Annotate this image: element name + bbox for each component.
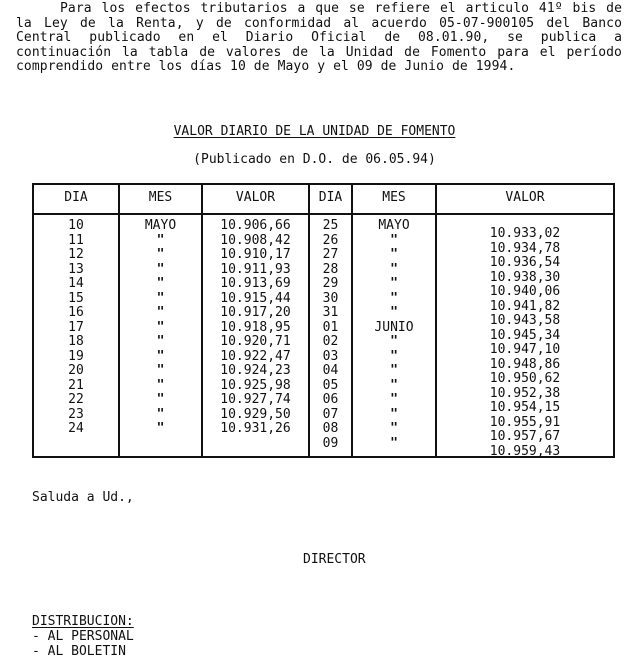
table-cell: 07 <box>322 406 339 422</box>
signature-director: DIRECTOR <box>303 552 366 567</box>
column-mes-left <box>120 185 203 456</box>
table-cell: 10.954,15 <box>489 400 561 415</box>
table-cell: 31 <box>322 305 339 320</box>
table-subtitle: (Publicado en D.O. de 06.05.94) <box>193 152 436 167</box>
table-cell: 26 <box>322 232 339 248</box>
table-cell: 10.938,30 <box>489 269 561 285</box>
table-cell: 10.922,47 <box>220 348 291 364</box>
table-cell: " <box>390 305 398 320</box>
table-cell: 05 <box>322 377 339 393</box>
table-cell: " <box>156 232 165 248</box>
table-cell: " <box>156 305 165 320</box>
table-cell: 17 <box>68 319 84 335</box>
header-valor: VALOR <box>203 185 308 215</box>
table-cell: " <box>390 377 398 393</box>
table-cell: 13 <box>68 261 84 277</box>
table-cell: 10.910,17 <box>220 247 291 262</box>
cells-valor-right <box>437 227 613 459</box>
table-cell: 10.936,54 <box>489 255 561 270</box>
cells-dia-right <box>310 219 351 451</box>
distribution-item: - AL BOLETIN <box>32 644 126 659</box>
table-cell: 10.943,58 <box>489 313 561 328</box>
table-cell: 06 <box>322 392 339 407</box>
table-cell: 10 <box>68 218 84 233</box>
table-cell: 10.927,74 <box>220 392 291 407</box>
distribution-heading: DISTRIBUCION: <box>32 614 134 629</box>
table-cell: 10.941,82 <box>489 298 561 314</box>
table-cell: 24 <box>68 421 84 436</box>
table-cell: 11 <box>68 232 84 248</box>
table-cell: " <box>156 247 165 262</box>
table-cell: " <box>390 247 398 262</box>
table-cell: " <box>390 435 398 451</box>
table-cell: MAYO <box>378 218 410 233</box>
table-cell: 10.915,44 <box>220 290 291 306</box>
cells-valor-left <box>203 219 308 437</box>
distribution-item: - AL PERSONAL <box>32 629 134 644</box>
distribution-list <box>32 614 134 659</box>
table-cell: 18 <box>68 334 84 349</box>
table-cell: 10.952,38 <box>489 385 561 401</box>
table-cell: 10.957,67 <box>489 429 561 444</box>
header-mes: MES <box>353 185 435 215</box>
uf-values-table <box>32 183 615 458</box>
table-cell: 10.920,71 <box>220 334 291 349</box>
table-cell: 10.950,62 <box>489 371 561 386</box>
table-cell: 27 <box>322 247 339 262</box>
table-cell: 14 <box>68 276 84 291</box>
table-cell: 10.945,34 <box>489 327 561 343</box>
table-cell: " <box>390 348 398 364</box>
table-cell: " <box>390 363 398 378</box>
table-cell: " <box>156 348 165 364</box>
table-cell: 10.940,06 <box>489 284 561 299</box>
intro-paragraph: Para los efectos tributarios a que se refiere el articulo 41º bis de la Ley de la Renta, y de conformidad al acuerdo 05-07-900105 del Banco Central publicado en el Diario Oficial de 08.01.90, se publica a continuación la tabla de valores de la Unidad de Fomento para el período comprendido entre los días 10 de Mayo y el 09 de Junio de 1994. <box>16 1 622 74</box>
table-cell: 21 <box>68 377 84 393</box>
column-dia-right <box>310 185 353 456</box>
column-mes-right <box>353 185 437 456</box>
table-cell: 09 <box>322 435 339 451</box>
table-cell: 10.933,02 <box>489 226 561 241</box>
table-cell: " <box>390 421 398 436</box>
table-cell: " <box>156 377 165 393</box>
column-valor-left <box>203 185 310 456</box>
header-dia: DIA <box>34 185 118 215</box>
table-cell: 10.959,43 <box>489 443 561 459</box>
table-cell: 16 <box>68 305 84 320</box>
table-title: VALOR DIARIO DE LA UNIDAD DE FOMENTO <box>173 124 456 139</box>
table-cell: 22 <box>68 392 84 407</box>
table-cell: 10.913,69 <box>220 276 291 291</box>
header-dia: DIA <box>310 185 351 215</box>
table-cell: 10.908,42 <box>220 232 291 248</box>
closing-greeting: Saluda a Ud., <box>32 490 134 505</box>
table-cell: " <box>156 261 165 277</box>
table-cell: " <box>390 406 398 422</box>
cells-mes-right <box>353 219 435 451</box>
table-cell: 04 <box>322 363 339 378</box>
table-cell: 01 <box>322 319 339 335</box>
table-cell: 10.917,20 <box>220 305 291 320</box>
table-cell: " <box>156 406 165 422</box>
table-cell: 12 <box>68 247 84 262</box>
table-cell: 10.924,23 <box>220 363 291 378</box>
table-cell: " <box>156 276 165 291</box>
table-cell: 03 <box>322 348 339 364</box>
table-cell: " <box>390 392 398 407</box>
table-cell: 10.929,50 <box>220 406 291 422</box>
table-cell: " <box>156 363 165 378</box>
column-dia-left <box>34 185 120 456</box>
table-cell: " <box>390 276 398 291</box>
table-cell: 19 <box>68 348 84 364</box>
table-cell: 08 <box>322 421 339 436</box>
table-cell: 10.947,10 <box>489 342 561 357</box>
table-cell: 20 <box>68 363 84 378</box>
table-cell: 10.948,86 <box>489 356 561 372</box>
table-cell: 10.955,91 <box>489 414 561 430</box>
table-cell: JUNIO <box>374 319 414 335</box>
table-cell: 28 <box>322 261 339 277</box>
table-cell: " <box>156 290 165 306</box>
table-cell: 29 <box>322 276 339 291</box>
table-cell: 25 <box>322 218 339 233</box>
table-cell: " <box>390 232 398 248</box>
table-cell: 10.934,78 <box>489 240 561 256</box>
table-cell: 30 <box>322 290 339 306</box>
column-valor-right <box>437 185 613 459</box>
table-cell: " <box>156 392 165 407</box>
cells-mes-left <box>120 219 201 437</box>
table-cell: 10.911,93 <box>220 261 291 277</box>
table-cell: " <box>390 261 398 277</box>
table-cell: " <box>156 319 165 335</box>
table-cell: " <box>390 290 398 306</box>
header-valor: VALOR <box>437 185 613 215</box>
table-cell: 02 <box>322 334 339 349</box>
table-cell: " <box>390 334 398 349</box>
table-cell: " <box>156 334 165 349</box>
table-cell: 10.918,95 <box>220 319 291 335</box>
cells-dia-left <box>34 219 118 437</box>
table-cell: 10.931,26 <box>220 421 291 436</box>
header-mes: MES <box>120 185 201 215</box>
table-cell: " <box>156 421 165 436</box>
table-cell: 10.925,98 <box>220 377 291 393</box>
table-cell: 23 <box>68 406 84 422</box>
table-cell: 10.906,66 <box>220 218 291 233</box>
table-cell: MAYO <box>144 218 177 233</box>
table-cell: 15 <box>68 290 84 306</box>
